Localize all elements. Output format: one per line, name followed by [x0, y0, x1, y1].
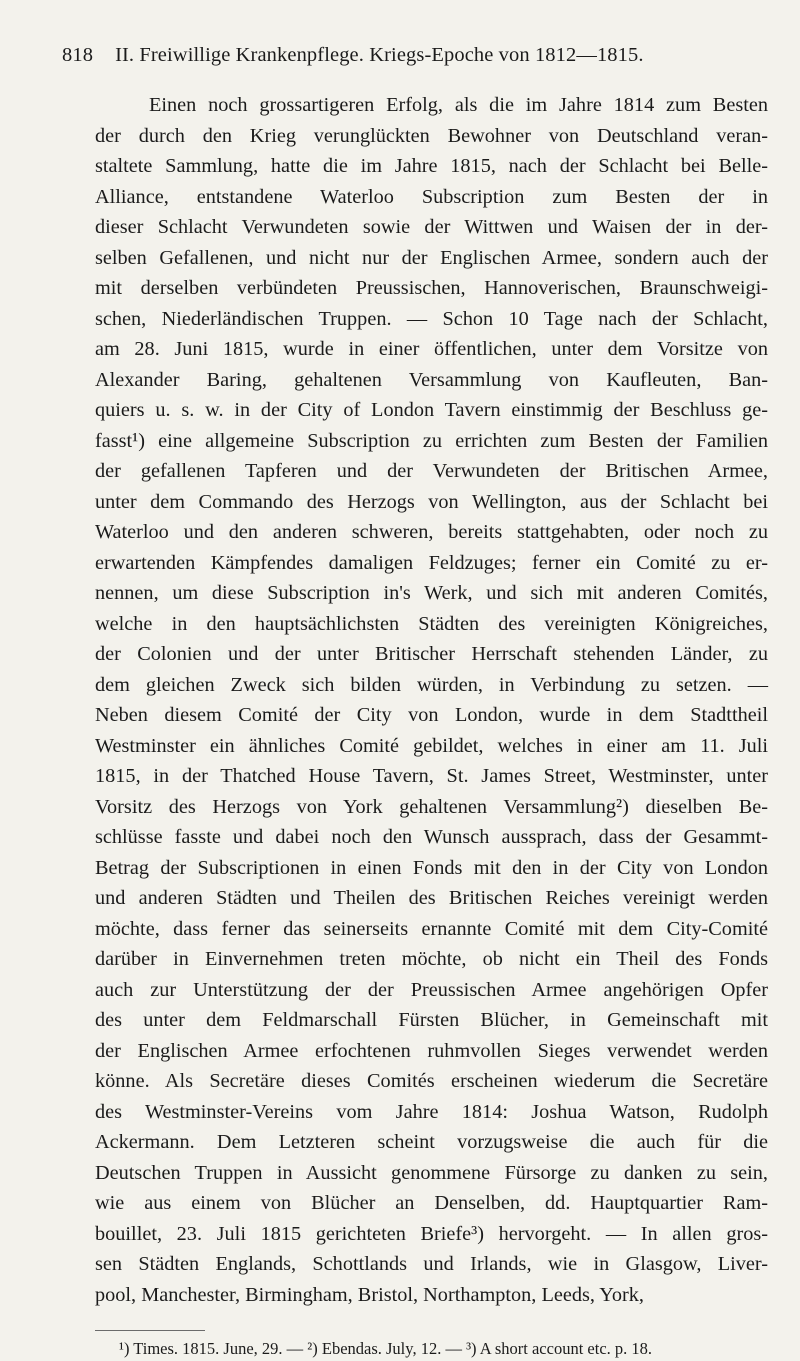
text-line: Ackermann. Dem Letzteren scheint vorzugsweise die auch für die — [95, 1131, 768, 1153]
text-line: und anderen Städten und Theilen des Britischen Reiches vereinigt werden — [95, 887, 768, 909]
page-header — [52, 40, 768, 70]
text-line: Betrag der Subscriptionen in einen Fonds mit den in der City von London — [95, 856, 768, 879]
text-line: darüber in Einvernehmen treten möchte, ob nicht ein Theil des Fonds — [95, 948, 768, 970]
text-line: pool, Manchester, Birmingham, Bristol, Northampton, Leeds, York, — [95, 1283, 644, 1306]
text-line: Deutschen Truppen in Aussicht genommene Fürsorge zu danken zu sein, — [95, 1161, 768, 1184]
text-line: Westminster ein ähnliches Comité gebildet, welches in einer am 11. Juli — [95, 734, 768, 757]
text-line: Waterloo und den anderen schweren, bereits stattgehabten, oder noch zu — [95, 521, 768, 543]
text-line: Neben diesem Comité der City von London, wurde in dem Stadttheil — [95, 704, 768, 726]
text-line: Alliance, entstandene Waterloo Subscription zum Besten der in — [95, 185, 768, 208]
text-line: Einen noch grossartigeren Erfolg, als die im Jahre 1814 zum Besten — [149, 94, 768, 116]
footnote-rule — [95, 1330, 205, 1331]
text-line: am 28. Juni 1815, wurde in einer öffentlichen, unter dem Vorsitze von — [95, 338, 768, 360]
text-line: dieser Schlacht Verwundeten sowie der Wittwen und Waisen der in der- — [95, 216, 768, 238]
text-line: selben Gefallenen, und nicht nur der Englischen Armee, sondern auch der — [95, 246, 768, 269]
text-line: 1815, in der Thatched House Tavern, St. James Street, Westminster, unter — [95, 765, 768, 787]
footnote: ¹) Times. 1815. June, 29. — ²) Ebendas. July, 12. — ³) A short account etc. p. 18. — [119, 1339, 653, 1358]
text-line: möchte, dass ferner das seinerseits ernannte Comité mit dem City-Comité — [95, 917, 768, 940]
text-line: quiers u. s. w. in der City of London Tavern einstimmig der Beschluss ge- — [95, 399, 768, 421]
text-line: Vorsitz des Herzogs von York gehaltenen Versammlung²) dieselben Be- — [95, 795, 768, 818]
text-line: des Westminster-Vereins vom Jahre 1814: Joshua Watson, Rudolph — [95, 1100, 768, 1123]
text-line: Alexander Baring, gehaltenen Versammlung von Kaufleuten, Ban- — [95, 368, 768, 391]
text-line: schen, Niederländischen Truppen. — Schon 10 Tage nach der Schlacht, — [95, 307, 768, 330]
body-paragraph — [52, 90, 768, 1310]
text-line: staltete Sammlung, hatte die im Jahre 1815, nach der Schlacht bei Belle- — [95, 155, 768, 177]
text-line: der gefallenen Tapferen und der Verwundeten der Britischen Armee, — [95, 460, 768, 482]
text-line: der Englischen Armee erfochtenen ruhmvollen Sieges verwendet werden — [95, 1039, 768, 1062]
text-line: bouillet, 23. Juli 1815 gerichteten Briefe³) hervorgeht. — In allen gros- — [95, 1222, 768, 1245]
running-title: II. Freiwillige Krankenpflege. Kriegs-Epoche von 1812—1815. — [115, 44, 644, 66]
text-line: wie aus einem von Blücher an Denselben, dd. Hauptquartier Ram- — [95, 1192, 768, 1214]
text-line: nennen, um diese Subscription in's Werk, und sich mit anderen Comités, — [95, 582, 768, 604]
page-number: 818 — [62, 44, 94, 66]
text-line: dem gleichen Zweck sich bilden würden, in Verbindung zu setzen. — — [95, 673, 768, 696]
text-line: der Colonien und der unter Britischer Herrschaft stehenden Länder, zu — [95, 643, 768, 665]
text-line: der durch den Krieg verunglückten Bewohner von Deutschland veran- — [95, 124, 768, 147]
text-line: auch zur Unterstützung der der Preussischen Armee angehörigen Opfer — [95, 978, 768, 1001]
text-line: könne. Als Secretäre dieses Comités erscheinen wiederum die Secretäre — [95, 1070, 768, 1092]
text-line: des unter dem Feldmarschall Fürsten Blücher, in Gemeinschaft mit — [95, 1009, 768, 1031]
text-line: unter dem Commando des Herzogs von Wellington, aus der Schlacht bei — [95, 490, 768, 513]
text-line: erwartenden Kämpfendes damaligen Feldzuges; ferner ein Comité zu er- — [95, 551, 768, 574]
text-line: welche in den hauptsächlichsten Städten des vereinigten Königreiches, — [95, 612, 768, 635]
book-page — [52, 40, 768, 1361]
text-line: mit derselben verbündeten Preussischen, Hannoverischen, Braunschweigi- — [95, 277, 768, 299]
text-line: schlüsse fasste und dabei noch den Wunsch aussprach, dass der Gesammt- — [95, 826, 768, 848]
text-line: sen Städten Englands, Schottlands und Irlands, wie in Glasgow, Liver- — [95, 1253, 768, 1275]
text-line: fasst¹) eine allgemeine Subscription zu errichten zum Besten der Familien — [95, 429, 768, 452]
